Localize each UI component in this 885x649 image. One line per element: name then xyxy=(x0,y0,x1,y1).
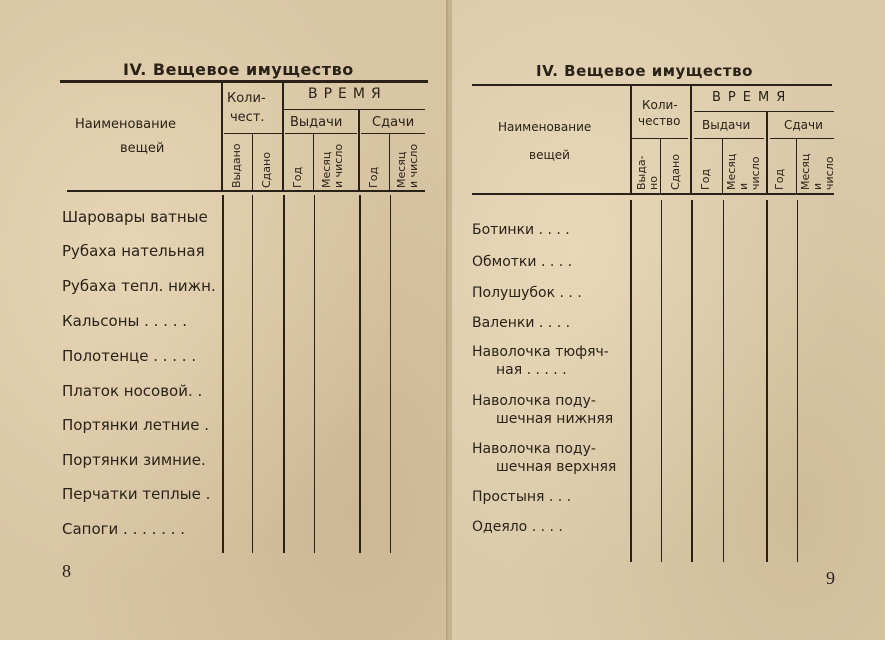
issue-month-header: Месяц xyxy=(320,151,333,188)
list-item: Простыня . . . xyxy=(472,489,572,505)
qty-group-header: чест. xyxy=(230,110,265,125)
return-year-header: Год xyxy=(773,168,786,190)
issue-month-header: Месяц xyxy=(725,153,738,190)
col-divider xyxy=(766,112,768,194)
col-divider xyxy=(691,200,693,562)
col-divider xyxy=(796,139,797,194)
return-month-header: и xyxy=(811,182,824,190)
name-col-header: Наименование xyxy=(75,117,177,132)
page-number: 9 xyxy=(826,568,835,588)
qty-returned-header: Сдано xyxy=(669,154,682,190)
list-item: шечная верхняя xyxy=(496,459,617,475)
header-top-rule xyxy=(472,84,832,86)
col-divider xyxy=(390,195,391,553)
return-group-rule xyxy=(770,138,834,139)
page-title: IV. Вещевое имущество xyxy=(123,60,354,79)
page-number: 8 xyxy=(62,561,71,581)
header-top-rule xyxy=(60,80,428,83)
return-group-header: Сдачи xyxy=(784,118,823,132)
qty-group-rule xyxy=(224,133,282,134)
issue-group-rule xyxy=(694,138,764,139)
issue-year-header: Год xyxy=(291,166,304,188)
col-divider xyxy=(358,110,360,191)
col-divider xyxy=(314,195,315,553)
name-col-header: Наименование xyxy=(498,120,592,134)
list-item: Обмотки . . . . xyxy=(472,254,573,270)
name-col-header: вещей xyxy=(529,148,570,162)
col-divider xyxy=(723,200,724,562)
col-divider xyxy=(313,134,314,191)
col-divider xyxy=(252,195,253,553)
col-divider xyxy=(389,134,390,191)
header-bottom-rule xyxy=(472,193,834,195)
time-group-header: ВРЕМЯ xyxy=(712,90,793,105)
list-item: Рубаха тепл. нижн. xyxy=(62,277,216,295)
issue-group-rule xyxy=(285,133,357,134)
list-item: шечная нижняя xyxy=(496,411,614,427)
list-item: Полушубок . . . xyxy=(472,285,582,301)
col-divider xyxy=(283,195,285,553)
col-divider xyxy=(797,200,798,562)
list-item: ная . . . . . xyxy=(496,362,567,378)
col-divider xyxy=(630,86,632,194)
col-divider xyxy=(661,200,662,562)
list-item: Портянки летние . xyxy=(62,416,209,434)
list-item: Перчатки теплые . xyxy=(62,485,211,503)
list-item: Валенки . . . . xyxy=(472,315,571,331)
qty-group-header: Коли- xyxy=(227,91,266,106)
col-divider xyxy=(221,83,223,191)
list-item: Наволочка поду- xyxy=(472,393,596,409)
issue-group-header: Выдачи xyxy=(290,115,343,130)
qty-group-header: чество xyxy=(638,114,681,128)
return-month-header: Месяц xyxy=(799,153,812,190)
header-bottom-rule xyxy=(67,190,425,192)
return-group-header: Сдачи xyxy=(372,115,415,130)
list-item: Полотенце . . . . . xyxy=(62,347,197,365)
col-divider xyxy=(690,86,692,194)
col-divider xyxy=(252,134,253,191)
col-divider xyxy=(722,139,723,194)
return-year-header: Год xyxy=(367,166,380,188)
issue-month-header: и число xyxy=(332,143,345,188)
col-divider xyxy=(630,200,632,562)
left-page xyxy=(0,0,448,640)
return-group-rule xyxy=(361,133,425,134)
list-item: Шаровары ватные xyxy=(62,208,208,226)
issue-group-header: Выдачи xyxy=(702,118,751,132)
list-item: Ботинки . . . . xyxy=(472,222,570,238)
list-item: Портянки зимние. xyxy=(62,451,206,469)
list-item: Сапоги . . . . . . . xyxy=(62,520,186,538)
return-month-header: и число xyxy=(407,143,420,188)
col-divider xyxy=(222,195,224,553)
return-month-header: Месяц xyxy=(395,151,408,188)
qty-issued-header: Выда- xyxy=(635,155,648,190)
list-item: Одеяло . . . . xyxy=(472,519,563,535)
list-item: Наволочка тюфяч- xyxy=(472,344,609,360)
col-divider xyxy=(359,195,361,553)
name-col-header: вещей xyxy=(120,141,165,156)
qty-issued-header: но xyxy=(647,176,660,190)
qty-group-header: Коли- xyxy=(642,98,678,112)
col-divider xyxy=(766,200,768,562)
time-group-rule xyxy=(283,109,425,110)
list-item: Рубаха нательная xyxy=(62,242,205,260)
return-month-header: число xyxy=(823,156,836,190)
page-title: IV. Вещевое имущество xyxy=(536,62,753,80)
issue-month-header: и xyxy=(737,182,750,190)
right-page xyxy=(452,0,885,640)
col-divider xyxy=(282,83,284,191)
list-item: Кальсоны . . . . . xyxy=(62,312,188,330)
issue-year-header: Год xyxy=(699,168,712,190)
list-item: Наволочка поду- xyxy=(472,441,596,457)
col-divider xyxy=(660,139,661,194)
list-item: Платок носовой. . xyxy=(62,382,203,400)
qty-returned-header: Сдано xyxy=(260,152,273,188)
time-group-rule xyxy=(694,111,834,112)
time-group-header: ВРЕМЯ xyxy=(308,86,387,102)
issue-month-header: число xyxy=(749,156,762,190)
qty-issued-header: Выдано xyxy=(230,143,243,188)
